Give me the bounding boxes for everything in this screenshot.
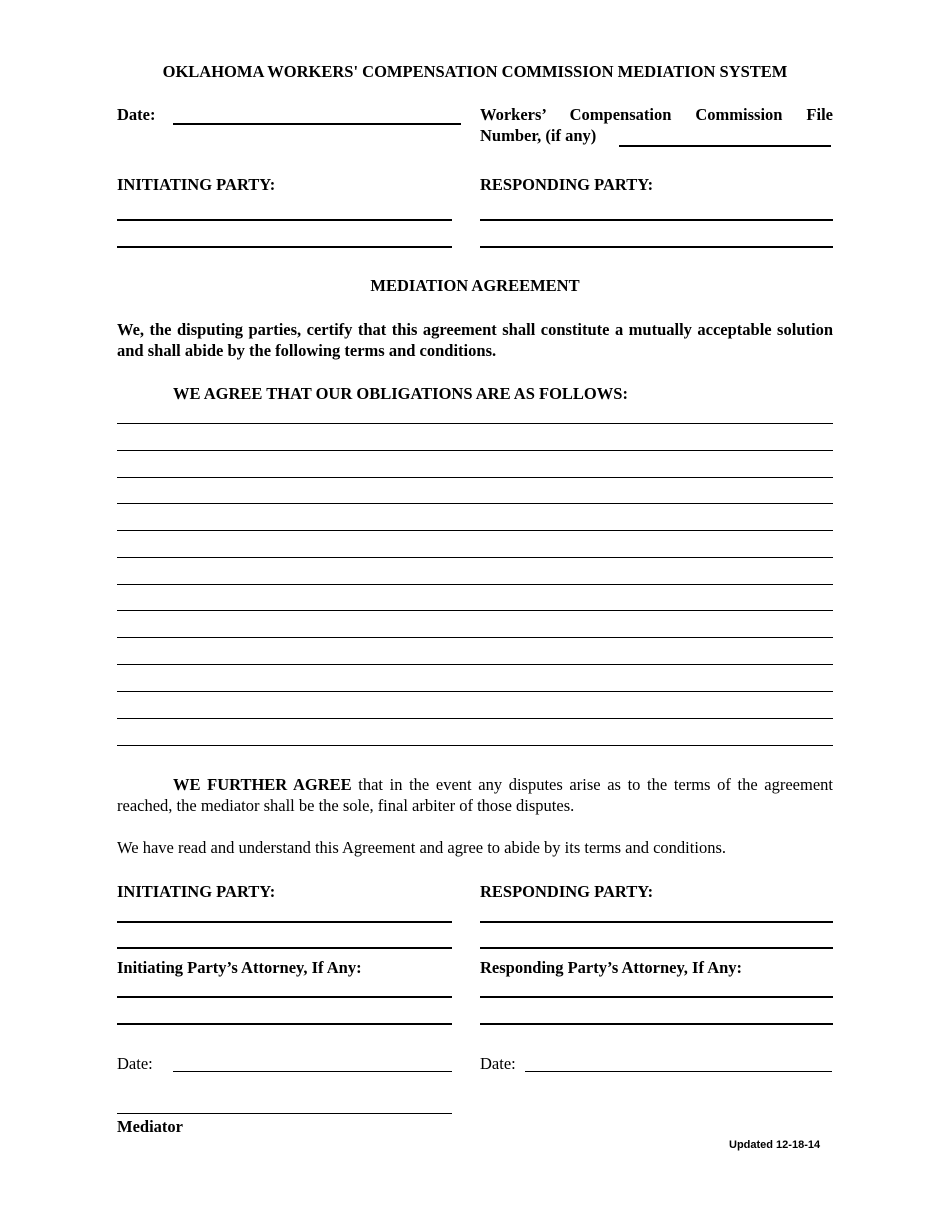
date-field[interactable] (173, 123, 461, 125)
initiating-party-field-1[interactable] (117, 219, 452, 221)
initiating-party-field-2[interactable] (117, 246, 452, 248)
obligation-line-12[interactable] (117, 718, 833, 719)
sig-initiating-party-label: INITIATING PARTY: (117, 882, 276, 901)
date-label: Date: (117, 105, 156, 124)
further-agree-text: that in the event any disputes arise as to the terms of the agreement reached, the mediator shall be the sole, final arbiter of those disputes. (117, 775, 833, 815)
initiating-attorney-field-1[interactable] (117, 996, 452, 998)
file-number-label-line1: Workers’ Compensation Commission File (480, 105, 833, 124)
further-agree-paragraph (117, 774, 833, 816)
obligation-line-8[interactable] (117, 610, 833, 611)
agreement-heading: MEDIATION AGREEMENT (370, 276, 580, 295)
obligation-line-11[interactable] (117, 691, 833, 692)
obligation-line-7[interactable] (117, 584, 833, 585)
obligation-line-3[interactable] (117, 477, 833, 478)
responding-attorney-label: Responding Party’s Attorney, If Any: (480, 958, 743, 977)
obligations-heading: WE AGREE THAT OUR OBLIGATIONS ARE AS FOLLOWS: (173, 384, 628, 403)
responding-attorney-field-1[interactable] (480, 996, 833, 998)
file-number-field[interactable] (619, 145, 831, 147)
document-title: OKLAHOMA WORKERS' COMPENSATION COMMISSION MEDIATION SYSTEM (162, 62, 788, 81)
obligation-line-2[interactable] (117, 450, 833, 451)
sig-date-label-left: Date: (117, 1054, 153, 1073)
obligation-line-13[interactable] (117, 745, 833, 746)
responding-party-field-2[interactable] (480, 246, 833, 248)
file-number-label-line2: Number, (if any) (480, 126, 597, 145)
obligation-line-9[interactable] (117, 637, 833, 638)
obligation-line-10[interactable] (117, 664, 833, 665)
responding-party-label: RESPONDING PARTY: (480, 175, 654, 194)
obligation-line-5[interactable] (117, 530, 833, 531)
further-agree-bold: WE FURTHER AGREE (173, 775, 352, 794)
agreement-intro: We, the disputing parties, certify that this agreement shall constitute a mutually acceptable solution and shall abide by the following terms and conditions. (117, 320, 833, 360)
acknowledgement: We have read and understand this Agreement and agree to abide by its terms and conditions. (117, 838, 726, 857)
obligation-line-4[interactable] (117, 503, 833, 504)
sig-date-field-left[interactable] (173, 1071, 452, 1072)
initiating-attorney-field-2[interactable] (117, 1023, 452, 1025)
mediator-label: Mediator (117, 1117, 183, 1136)
obligation-line-1[interactable] (117, 423, 833, 424)
initiating-attorney-label: Initiating Party’s Attorney, If Any: (117, 958, 362, 977)
responding-party-field-1[interactable] (480, 219, 833, 221)
sig-initiating-party-field-1[interactable] (117, 921, 452, 923)
sig-responding-party-field-1[interactable] (480, 921, 833, 923)
sig-date-label-right: Date: (480, 1054, 516, 1073)
sig-initiating-party-field-2[interactable] (117, 947, 452, 949)
mediator-signature-field[interactable] (117, 1113, 452, 1114)
initiating-party-label: INITIATING PARTY: (117, 175, 276, 194)
sig-responding-party-label: RESPONDING PARTY: (480, 882, 654, 901)
sig-responding-party-field-2[interactable] (480, 947, 833, 949)
updated-date: Updated 12-18-14 (729, 1139, 821, 1151)
sig-date-field-right[interactable] (525, 1071, 832, 1072)
obligation-line-6[interactable] (117, 557, 833, 558)
responding-attorney-field-2[interactable] (480, 1023, 833, 1025)
